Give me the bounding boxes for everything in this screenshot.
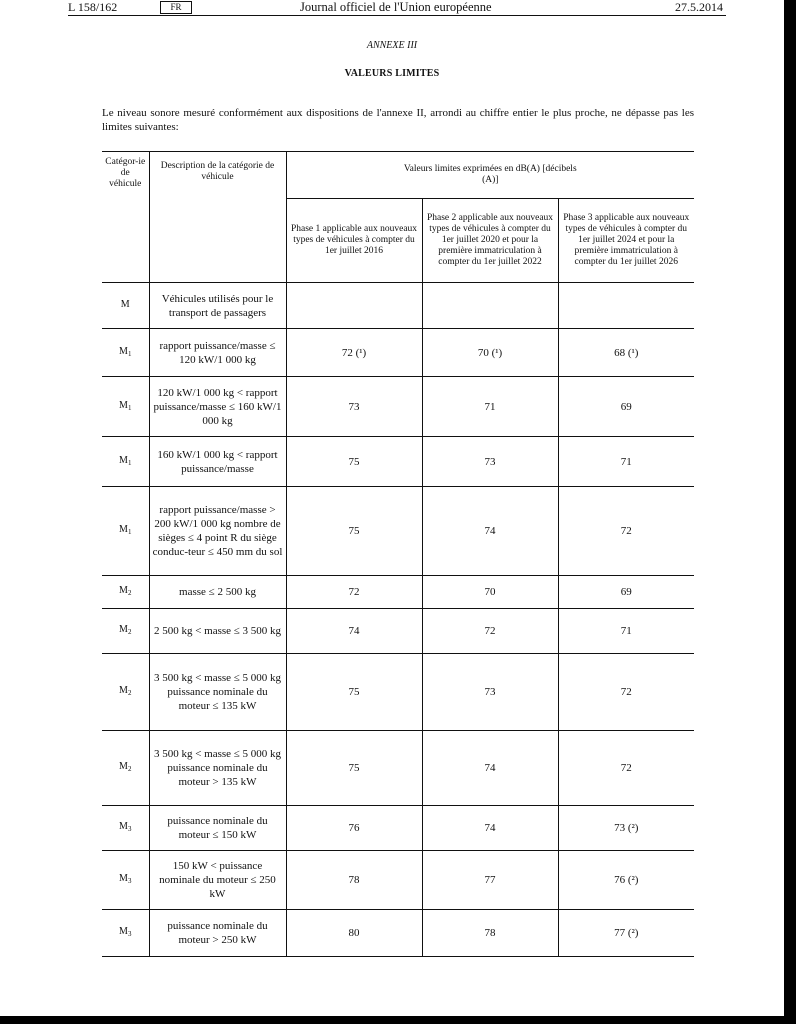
limit-phase-2: 73 [422, 437, 558, 487]
limit-phase-2: 70 (¹) [422, 329, 558, 377]
limit-phase-2: 71 [422, 377, 558, 437]
vehicle-category: M [102, 283, 149, 329]
language-badge: FR [160, 1, 192, 14]
table-row [102, 731, 694, 806]
limit-phase-3: 72 [558, 487, 694, 576]
header-description: Description de la catégorie de véhicule [149, 152, 286, 283]
limit-phase-1: 75 [286, 654, 422, 731]
table-row [102, 851, 694, 910]
vehicle-category: $M_1$ [102, 329, 149, 377]
header-limit-values: Valeurs limites exprimées en dB(A) [décibels (A)] [286, 152, 694, 199]
limit-phase-1: 76 [286, 806, 422, 851]
header-phase-1: Phase 1 applicable aux nouveaux types de véhicules à compter du 1er juillet 2016 [286, 199, 422, 283]
annex-label: ANNEXE III [366, 40, 418, 51]
limit-phase-2: 74 [422, 731, 558, 806]
limit-phase-3: 72 [558, 654, 694, 731]
limit-phase-3: 68 (¹) [558, 329, 694, 377]
limit-phase-2: 78 [422, 910, 558, 957]
header-phase-2: Phase 2 applicable aux nouveaux types de véhicules à compter du 1er juillet 2020 et pour la première immatriculation à compter du 1er juillet 2022 [422, 199, 558, 283]
limit-phase-1: 78 [286, 851, 422, 910]
limit-phase-3: 71 [558, 609, 694, 654]
header-phase-3: Phase 3 applicable aux nouveaux types de véhicules à compter du 1er juillet 2024 et pour la première immatriculation à compter du 1er juillet 2026 [558, 199, 694, 283]
category-description: 2 500 kg < masse ≤ 3 500 kg [149, 609, 286, 654]
limit-phase-3: 69 [558, 576, 694, 609]
category-description: 3 500 kg < masse ≤ 5 000 kg puissance nominale du moteur > 135 kW [149, 731, 286, 806]
limit-phase-3: 73 (²) [558, 806, 694, 851]
limit-phase-1: 75 [286, 487, 422, 576]
category-description: puissance nominale du moteur > 250 kW [149, 910, 286, 957]
page-reference: L 158/162 [68, 0, 118, 14]
section-title: VALEURS LIMITES [344, 68, 440, 79]
limit-phase-2: 74 [422, 487, 558, 576]
limit-phase-1: 75 [286, 731, 422, 806]
category-description: masse ≤ 2 500 kg [149, 576, 286, 609]
viewer-background-bottom [0, 1016, 796, 1024]
limits-table [102, 151, 694, 957]
table-row [102, 654, 694, 731]
limit-phase-1: 75 [286, 437, 422, 487]
table-row [102, 487, 694, 576]
category-description: puissance nominale du moteur ≤ 150 kW [149, 806, 286, 851]
table-row [102, 806, 694, 851]
category-description: Véhicules utilisés pour le transport de passagers [149, 283, 286, 329]
vehicle-category: $M_1$ [102, 437, 149, 487]
limit-phase-1: 72 (¹) [286, 329, 422, 377]
limit-phase-1: 80 [286, 910, 422, 957]
vehicle-category: $M_1$ [102, 487, 149, 576]
category-description: rapport puissance/masse ≤ 120 kW/1 000 kg [149, 329, 286, 377]
vehicle-category: $M_2$ [102, 609, 149, 654]
table-row [102, 576, 694, 609]
limit-phase-3: 77 (²) [558, 910, 694, 957]
limit-phase-3: 72 [558, 731, 694, 806]
limit-phase-2: 73 [422, 654, 558, 731]
limit-phase-2: 70 [422, 576, 558, 609]
limit-phase-3: 71 [558, 437, 694, 487]
limit-phase-1: 72 [286, 576, 422, 609]
table-row [102, 437, 694, 487]
header-category: Catégor-ie de véhicule [102, 152, 149, 283]
limit-phase-2: 74 [422, 806, 558, 851]
vehicle-category: $M_2$ [102, 576, 149, 609]
table-row [102, 609, 694, 654]
vehicle-category: $M_3$ [102, 851, 149, 910]
vehicle-category: $M_2$ [102, 654, 149, 731]
limit-phase-1 [286, 283, 422, 329]
table-row [102, 329, 694, 377]
intro-paragraph: Le niveau sonore mesuré conformément aux dispositions de l'annexe II, arrondi au chiffre entier le plus proche, ne dépasse pas les limites suivantes: [102, 107, 694, 133]
limit-phase-2: 72 [422, 609, 558, 654]
category-description: 150 kW < puissance nominale du moteur ≤ 250 kW [149, 851, 286, 910]
limit-phase-3: 76 (²) [558, 851, 694, 910]
limit-phase-1: 73 [286, 377, 422, 437]
table-row [102, 377, 694, 437]
viewer-background [784, 0, 796, 1024]
category-description: 160 kW/1 000 kg < rapport puissance/masse [149, 437, 286, 487]
category-description: 3 500 kg < masse ≤ 5 000 kg puissance nominale du moteur ≤ 135 kW [149, 654, 286, 731]
table-row [102, 910, 694, 957]
table-row [102, 283, 694, 329]
journal-title: Journal officiel de l'Union européenne [300, 0, 492, 14]
limit-phase-2: 77 [422, 851, 558, 910]
limit-phase-3: 69 [558, 377, 694, 437]
header-divider [68, 15, 726, 16]
vehicle-category: $M_3$ [102, 806, 149, 851]
vehicle-category: $M_3$ [102, 910, 149, 957]
vehicle-category: $M_2$ [102, 731, 149, 806]
category-description: 120 kW/1 000 kg < rapport puissance/masse ≤ 160 kW/1 000 kg [149, 377, 286, 437]
category-description: rapport puissance/masse > 200 kW/1 000 kg nombre de sièges ≤ 4 point R du siège conduc-teur ≤ 450 mm du sol [149, 487, 286, 576]
limit-phase-1: 74 [286, 609, 422, 654]
limit-phase-3 [558, 283, 694, 329]
publication-date: 27.5.2014 [675, 0, 723, 14]
limit-phase-2 [422, 283, 558, 329]
vehicle-category: $M_1$ [102, 377, 149, 437]
